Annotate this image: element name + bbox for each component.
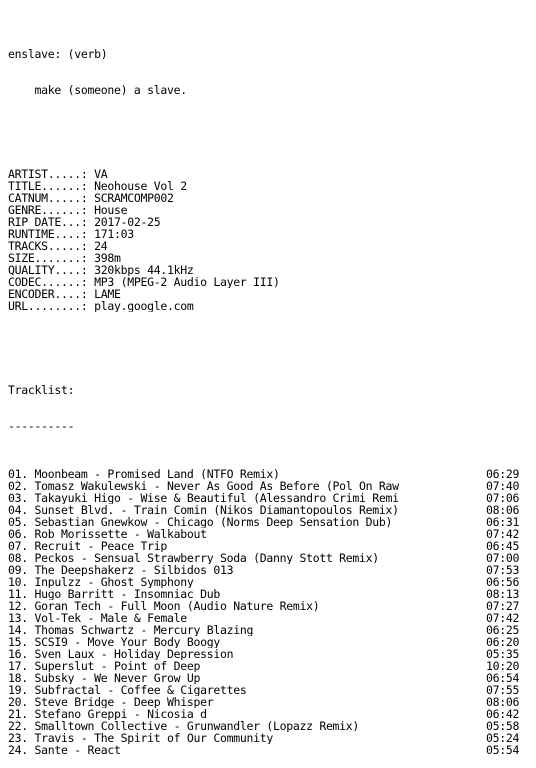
track-row [8,552,528,564]
definition-term: enslave: (verb) [8,48,108,60]
track-duration: 06:45 [486,539,520,553]
track-number-separator: . [21,528,35,540]
meta-row [8,252,528,264]
release-info-document [8,24,528,768]
track-entry [8,660,486,672]
track-number-separator: . [21,720,35,732]
track-number: 19 [8,684,22,696]
track-duration: 06:54 [486,671,520,685]
track-row [8,528,528,540]
track-entry [8,528,486,540]
track-number-separator: . [21,732,35,744]
release-metadata [8,168,528,312]
meta-value: LAME [94,288,121,300]
track-row [8,732,528,744]
track-number-separator: . [21,612,35,624]
meta-row [8,216,528,228]
track-title: Subsky - We Never Grow Up [34,672,201,684]
track-row [8,468,528,480]
meta-key: QUALITY.... [8,264,81,276]
track-entry [8,744,486,756]
track-row [8,576,528,588]
track-title: Takayuki Higo - Wise & Beautiful (Alessandro Crimi Remi [34,492,399,504]
track-number-separator: . [21,708,35,720]
track-title: Moonbeam - Promised Land (NTFO Remix) [34,468,280,480]
track-row [8,624,528,636]
track-number-separator: . [21,684,35,696]
track-number: 05 [8,516,22,528]
track-title: Sante - React [34,744,121,756]
meta-key: CATNUM..... [8,192,81,204]
track-duration: 07:42 [486,611,520,625]
track-entry [8,564,486,576]
track-number: 21 [8,708,22,720]
track-number-separator: . [21,600,35,612]
track-number: 03 [8,492,22,504]
track-number-separator: . [21,696,35,708]
track-entry [8,708,486,720]
track-title: SCSI9 - Move Your Body Boogy [34,636,220,648]
meta-separator: : [80,276,95,288]
meta-separator: : [80,168,95,180]
track-title: Rob Morissette - Walkabout [34,528,207,540]
track-duration: 06:42 [486,707,520,721]
track-row [8,672,528,684]
meta-separator: : [80,228,95,240]
track-number-separator: . [21,564,35,576]
tracklist [8,468,528,756]
meta-key: TRACKS..... [8,240,81,252]
track-title: The Deepshakerz - Silbidos 013 [34,564,234,576]
track-number: 11 [8,588,22,600]
track-row [8,660,528,672]
meta-value: Neohouse Vol 2 [94,180,187,192]
track-title: Goran Tech - Full Moon (Audio Nature Remix) [34,600,320,612]
meta-value: 2017-02-25 [94,216,161,228]
track-number: 04 [8,504,22,516]
meta-value: 320kbps 44.1kHz [94,264,194,276]
meta-separator: : [80,300,95,312]
spacer [8,120,528,132]
meta-value: SCRAMCOMP002 [94,192,174,204]
meta-row [8,288,528,300]
track-duration: 08:06 [486,695,520,709]
meta-row [8,264,528,276]
meta-key: URL........ [8,300,81,312]
meta-separator: : [80,192,95,204]
track-entry [8,540,486,552]
meta-value: 171:03 [94,228,134,240]
track-title: Hugo Barritt - Insomniac Dub [34,588,220,600]
track-number: 09 [8,564,22,576]
track-title: Sven Laux - Holiday Depression [34,648,234,660]
track-number-separator: . [21,648,35,660]
track-entry [8,600,486,612]
track-title: Inpulzz - Ghost Symphony [34,576,194,588]
track-number-separator: . [21,624,35,636]
track-duration: 06:56 [486,575,520,589]
track-number: 12 [8,600,22,612]
track-title: Stefano Greppi - Nicosia_d [34,708,207,720]
track-number: 22 [8,720,22,732]
track-row [8,480,528,492]
track-entry [8,552,486,564]
meta-separator: : [80,264,95,276]
track-entry [8,576,486,588]
track-title: Smalltown Collective - Grunwandler (Lopazz Remix) [34,720,360,732]
meta-key: GENRE...... [8,204,81,216]
track-row [8,744,528,756]
track-number-separator: . [21,744,35,756]
track-title: Subfractal - Coffee & Cigarettes [34,684,247,696]
meta-row [8,180,528,192]
track-duration: 07:55 [486,683,520,697]
track-entry [8,696,486,708]
track-duration: 05:35 [486,647,520,661]
track-number-separator: . [21,636,35,648]
meta-row [8,276,528,288]
track-duration: 08:13 [486,587,520,601]
track-number: 23 [8,732,22,744]
track-number: 02 [8,480,22,492]
meta-row [8,192,528,204]
track-title: Sebastian Gnewkow - Chicago (Norms Deep Sensation Dub) [34,516,393,528]
track-row [8,636,528,648]
track-number-separator: . [21,516,35,528]
track-entry [8,612,486,624]
track-row [8,600,528,612]
track-number: 10 [8,576,22,588]
track-duration: 05:58 [486,719,520,733]
track-number: 01 [8,468,22,480]
track-duration: 07:27 [486,599,520,613]
track-title: Peckos - Sensual Strawberry Soda (Danny Stott Remix) [34,552,379,564]
track-entry [8,588,486,600]
track-entry [8,648,486,660]
track-number: 24 [8,744,22,756]
track-row [8,504,528,516]
track-row [8,564,528,576]
tracklist-rule: ---------- [8,420,75,432]
track-entry [8,672,486,684]
meta-row [8,204,528,216]
track-title: Superslut - Point of Deep [34,660,201,672]
definition-meaning: make (someone) a slave. [8,84,187,96]
track-duration: 06:31 [486,515,520,529]
track-row [8,720,528,732]
meta-value: 24 [94,240,108,252]
meta-value: play.google.com [94,300,194,312]
track-number-separator: . [21,576,35,588]
meta-separator: : [80,252,95,264]
track-number-separator: . [21,552,35,564]
track-number-separator: . [21,660,35,672]
spacer [8,348,528,360]
meta-row [8,240,528,252]
track-entry [8,480,486,492]
meta-separator: : [80,216,95,228]
track-duration: 07:00 [486,551,520,565]
meta-separator: : [80,180,95,192]
meta-key: TITLE...... [8,180,81,192]
track-duration: 07:42 [486,527,520,541]
track-duration: 06:29 [486,467,520,481]
track-title: Tomasz Wakulewski - Never As Good As Before (Pol_On Raw [34,480,399,492]
track-row [8,492,528,504]
meta-separator: : [80,240,95,252]
track-duration: 07:06 [486,491,520,505]
track-duration: 07:53 [486,563,520,577]
track-title: Thomas Schwartz - Mercury Blazing [34,624,254,636]
track-duration: 08:06 [486,503,520,517]
track-entry [8,468,486,480]
track-number: 15 [8,636,22,648]
meta-separator: : [80,204,95,216]
track-number: 13 [8,612,22,624]
track-number-separator: . [21,468,35,480]
track-number: 18 [8,672,22,684]
meta-row [8,228,528,240]
track-duration: 06:25 [486,623,520,637]
meta-value: VA [94,168,108,180]
track-number-separator: . [21,588,35,600]
track-entry [8,636,486,648]
meta-key: CODEC...... [8,276,81,288]
track-duration: 05:24 [486,731,520,745]
track-title: Travis - The Spirit of Our Community [34,732,273,744]
meta-key: SIZE....... [8,252,81,264]
track-title: Recruit - Peace Trip [34,540,167,552]
track-row [8,696,528,708]
meta-value: MP3 (MPEG-2 Audio Layer III) [94,276,280,288]
tracklist-heading: Tracklist: [8,384,75,396]
track-row [8,684,528,696]
meta-key: ENCODER.... [8,288,81,300]
track-duration: 06:20 [486,635,520,649]
track-entry [8,516,486,528]
track-number: 07 [8,540,22,552]
track-title: Vol-Tek - Male & Female [34,612,187,624]
meta-value: 398m [94,252,121,264]
track-duration: 07:40 [486,479,520,493]
track-number: 20 [8,696,22,708]
track-title: Sunset Blvd. - Train Comin (Nikos Diamantopoulos Remix) [34,504,399,516]
track-entry [8,684,486,696]
track-row [8,516,528,528]
track-row [8,708,528,720]
track-duration: 10:20 [486,659,520,673]
track-number-separator: . [21,480,35,492]
meta-row [8,300,528,312]
track-title: Steve Bridge - Deep Whisper [34,696,214,708]
track-row [8,612,528,624]
track-number-separator: . [21,672,35,684]
track-duration: 05:54 [486,743,520,757]
track-number: 14 [8,624,22,636]
track-entry [8,624,486,636]
meta-row [8,168,528,180]
track-number: 08 [8,552,22,564]
track-row [8,588,528,600]
track-entry [8,504,486,516]
track-number: 16 [8,648,22,660]
track-number: 17 [8,660,22,672]
track-entry [8,492,486,504]
track-entry [8,732,486,744]
meta-key: RIP DATE... [8,216,81,228]
meta-key: ARTIST..... [8,168,81,180]
track-number-separator: . [21,504,35,516]
track-row [8,540,528,552]
track-row [8,648,528,660]
meta-key: RUNTIME.... [8,228,81,240]
meta-value: House [94,204,128,216]
track-entry [8,720,486,732]
track-number-separator: . [21,492,35,504]
track-number-separator: . [21,540,35,552]
track-number: 06 [8,528,22,540]
meta-separator: : [80,288,95,300]
